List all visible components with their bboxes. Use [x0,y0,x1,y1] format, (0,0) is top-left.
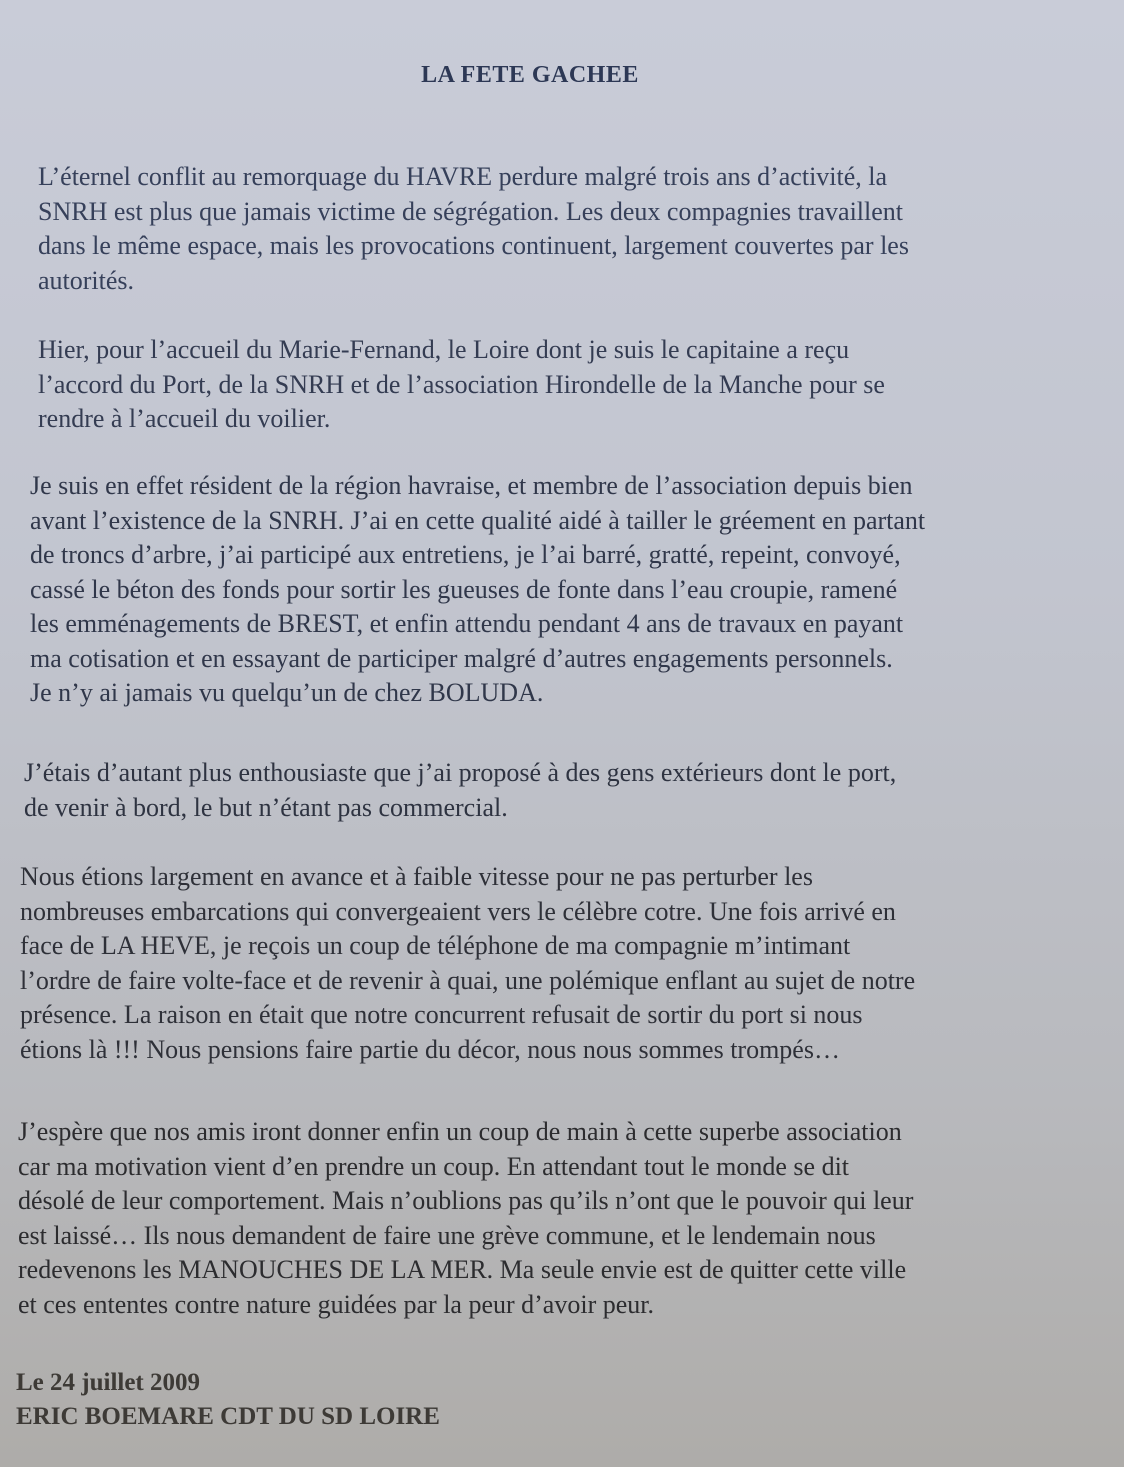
paragraph-membership: Je suis en effet résident de la région havraise, et membre de l’association depuis bien avant l’existence de la SNRH. J’ai en cette qualité aidé à tailler le gréement en partant de troncs d’arbre, j’ai participé aux entretiens, je l’ai barré, gratté, repeint, convoyé, cassé le béton des fonds pour sortir les gueuses de fonte dans l’eau croupie, ramené les emménagements de BREST, et enfin attendu pendant 4 ans de travaux en payant ma cotisation et en essayant de participer malgré d’autres engagements personnels. Je n’y ai jamais vu quelqu’un de chez BOLUDA. [30,471,926,707]
paragraph-conclusion: J’espère que nos amis iront donner enfin un coup de main à cette superbe association car ma motivation vient d’en prendre un coup. En attendant tout le monde se dit désolé de leur comportement. Mais n’oublions pas qu’ils n’ont que le pouvoir qui leur est laissé… Ils nous demandent de faire une grève commune, et le lendemain nous redevenons les MANOUCHES DE LA MER. Ma seule envie est de quitter cette ville et ces ententes contre nature guidées par la peur d’avoir peur. [18,1117,914,1319]
paragraph-enthusiasm: J’étais d’autant plus enthousiaste que j’ai proposé à des gens extérieurs dont le port, de venir à bord, le but n’étant pas commercial. [24,758,897,822]
paragraph-conflict: L’éternel conflit au remorquage du HAVRE perdure malgré trois ans d’activité, la SNRH est plus que jamais victime de ségrégation. Les deux compagnies travaillent dans le même espace, mais les provocations continuent, largement couvertes par les autorités. [38,162,909,295]
paragraph-incident: Nous étions largement en avance et à faible vitesse pour ne pas perturber les nombreuses embarcations qui convergeaient vers le célèbre cotre. Une fois arrivé en face de LA HEVE, je reçois un coup de téléphone de ma compagnie m’intimant l’ordre de faire volte-face et de revenir à quai, une polémique enflant au sujet de notre présence. La raison en était que notre concurrent refusait de sortir du port si nous étions là !!! Nous pensions faire partie du décor, nous nous sommes trompés… [20,862,916,1064]
signature-block [16,1366,440,1434]
document-title: LA FETE GACHEE [421,62,639,88]
paragraph-welcome: Hier, pour l’accueil du Marie-Fernand, le Loire dont je suis le capitaine a reçu l’accord du Port, de la SNRH et de l’association Hirondelle de la Manche pour se rendre à l’accueil du voilier. [38,335,885,433]
signature-date: Le 24 juillet 2009 [16,1369,201,1396]
signature-author: ERIC BOEMARE CDT DU SD LOIRE [16,1403,440,1430]
